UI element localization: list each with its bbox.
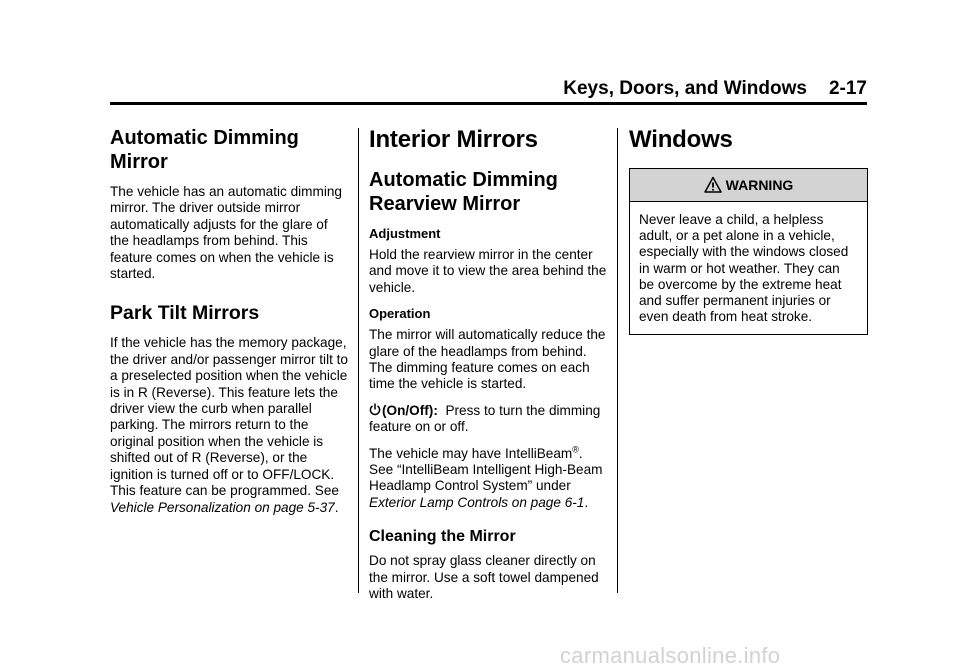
warning-box [629, 168, 868, 335]
page-number: 2-17 [828, 78, 867, 99]
warning-triangle-icon [704, 176, 722, 194]
adjustment-label: Adjustment [369, 226, 441, 241]
section-title-auto-dimming-mirror: Automatic Dimming Mirror [110, 127, 299, 173]
cleaning-text: Do not spray glass cleaner directly on the mirror. Use a soft towel dampened with water. [369, 553, 599, 602]
header-title: Keys, Doors, and Windows [563, 78, 807, 99]
intellibeam-text: The vehicle may have IntelliBeam [369, 445, 573, 461]
section-title-interior-mirrors: Interior Mirrors [369, 126, 538, 153]
period: . [584, 494, 589, 510]
column-right [629, 126, 868, 335]
warning-header [630, 169, 867, 202]
watermark: carmanualsonline.info [560, 643, 781, 668]
park-tilt-body: If the vehicle has the memory package, the driver and/or passenger mirror tilt to a preselected position when the vehicle is in R (Reverse). This feature lets the driver view the curb when parallel parking. The mirrors return to the original position when the vehicle is shifted out of R (Reverse), or the ignition is turned off or to OFF/LOCK. This feature can be programmed. See [110, 335, 348, 499]
column-divider-2 [617, 128, 618, 593]
exterior-lamp-controls-link[interactable]: Exterior Lamp Controls on page 6-1 [369, 494, 585, 510]
warning-label: WARNING [725, 177, 794, 193]
park-tilt-mirrors-text [110, 335, 350, 515]
operation-label: Operation [369, 306, 431, 322]
auto-dimming-mirror-text: The vehicle has an automatic dimming mirror. The driver outside mirror automatically adjusts for the glare of the headlamps from behind. This feature comes on when the vehicle is started. [110, 184, 342, 282]
warning-text: Never leave a child, a helpless adult, or a pet alone in a vehicle, especially with the windows closed in warm or hot weather. They can be overcome by the extreme heat and suffer permanent injuries or even death from heat stroke. [639, 212, 849, 325]
registered-mark: ® [572, 444, 579, 455]
onoff-label: (On/Off): [382, 402, 438, 418]
column-middle [369, 126, 607, 613]
section-title-windows: Windows [629, 126, 733, 153]
vehicle-personalization-link[interactable]: Vehicle Personalization on page 5-37 [110, 499, 335, 515]
intellibeam-text-2: . See “IntelliBeam Intelligent High-Beam Headlamp Control System” under [369, 445, 603, 494]
warning-body [630, 202, 867, 334]
intellibeam-paragraph [369, 446, 607, 512]
subsection-title-rearview-mirror: Automatic Dimming Rearview Mirror [369, 169, 558, 215]
section-title-park-tilt-mirrors: Park Tilt Mirrors [110, 302, 260, 325]
page-header [110, 78, 867, 100]
column-left [110, 126, 350, 526]
onoff-paragraph [369, 403, 607, 436]
adjustment-text: Hold the rearview mirror in the center and move it to view the area behind the vehicle. [369, 247, 607, 295]
power-icon [369, 403, 381, 416]
operation-text: The mirror will automatically reduce the glare of the headlamps from behind. The dimming feature comes on each time the vehicle is started. [369, 327, 606, 392]
column-divider-1 [358, 128, 359, 593]
period: . [334, 499, 339, 515]
header-rule [110, 102, 867, 105]
subsection-title-cleaning: Cleaning the Mirror [369, 528, 516, 546]
onoff-text: Press to turn the dimming feature on or off. [369, 402, 601, 435]
